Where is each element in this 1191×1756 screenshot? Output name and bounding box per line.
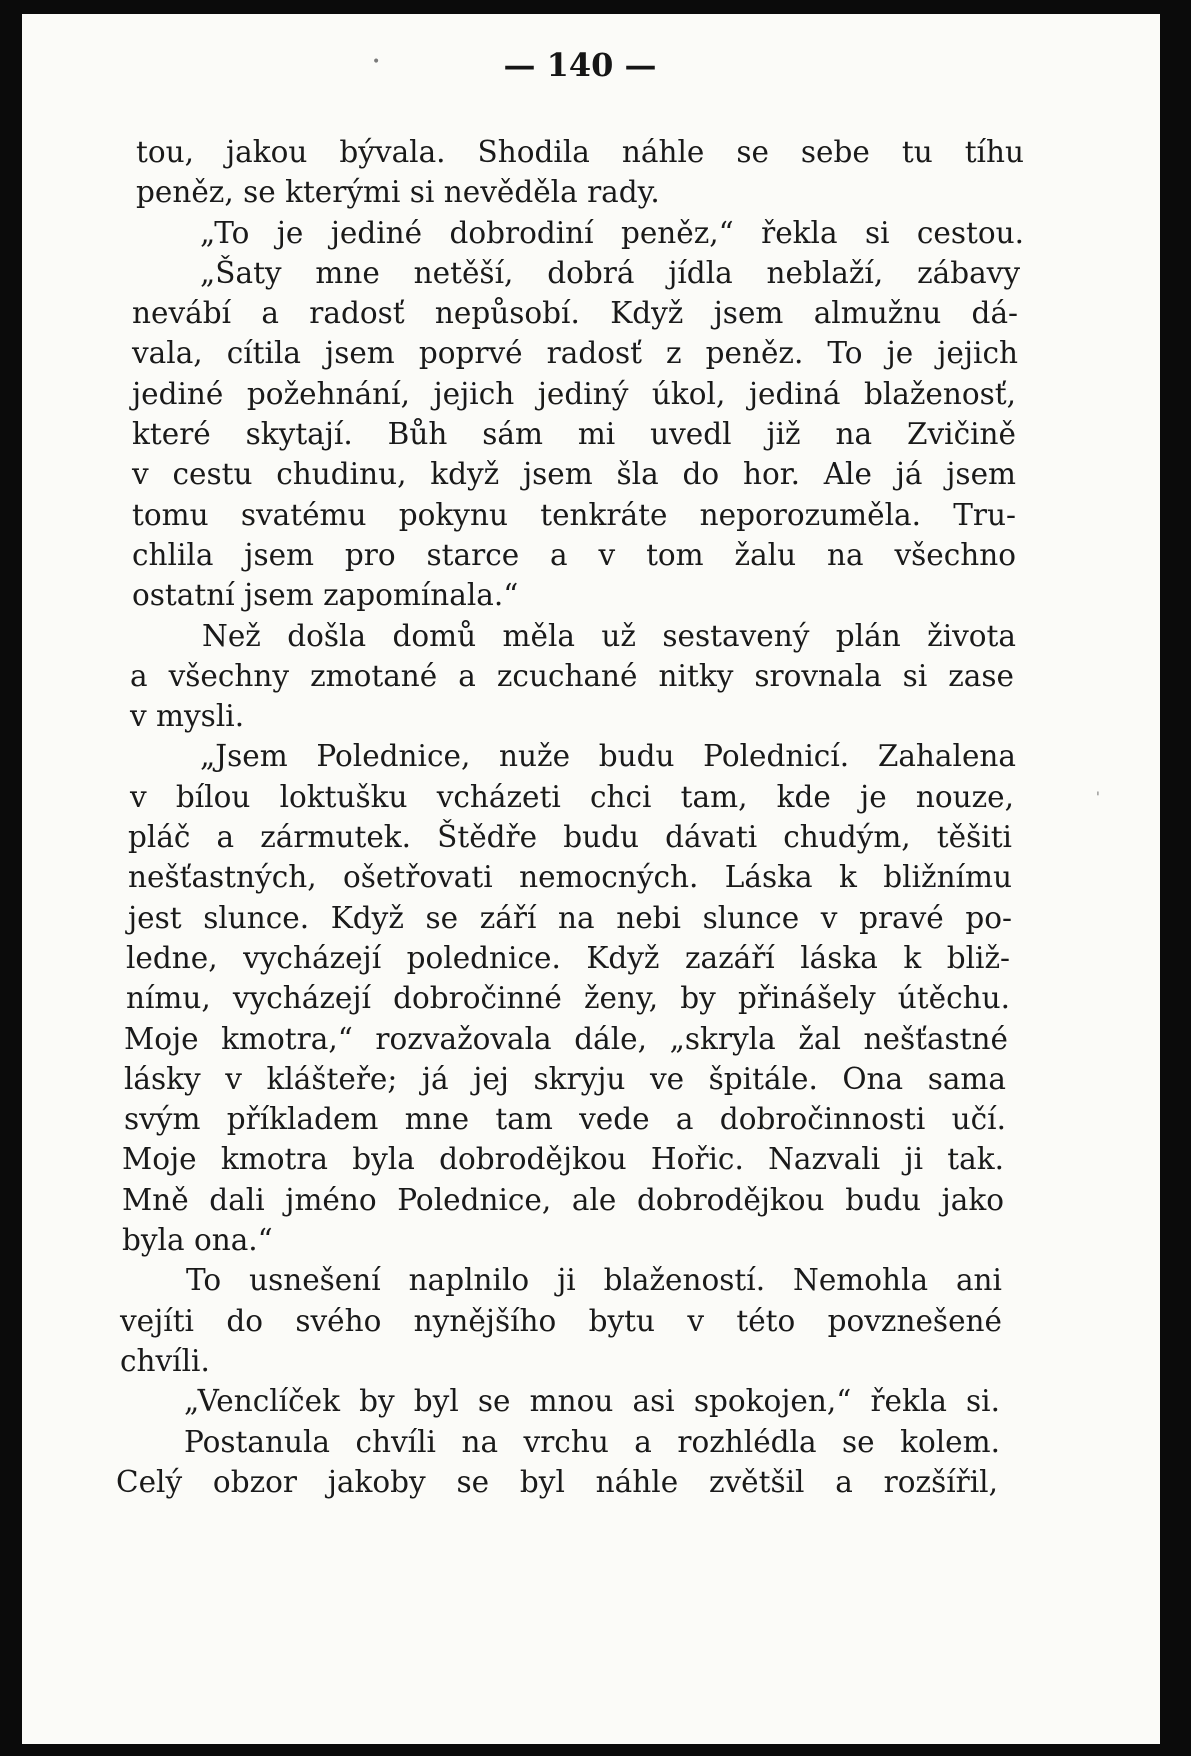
text-line: „Jsem Polednice, nuže budu Polednicí. Zahalena bbox=[200, 739, 1016, 774]
text-line: To usnešení naplnilo ji blažeností. Nemohla ani bbox=[186, 1263, 1002, 1298]
text-line: Moje kmotra byla dobrodějkou Hořic. Nazvali ji tak. bbox=[122, 1142, 1004, 1177]
text-line: v cestu chudinu, když jsem šla do hor. Ale já jsem bbox=[132, 457, 1016, 492]
text-line: svým příkladem mne tam vede a dobročinnosti učí. bbox=[124, 1102, 1006, 1137]
text-line: nešťastných, ošetřovati nemocných. Láska k bližnímu bbox=[128, 860, 1012, 895]
text-line: jest slunce. Když se září na nebi slunce v pravé po- bbox=[128, 900, 1012, 935]
text-line: ledne, vycházejí polednice. Když zazáří láska k bliž- bbox=[126, 940, 1010, 975]
text-line: tomu svatému pokynu tenkráte neporozuměla. Tru- bbox=[132, 497, 1016, 532]
text-line: vejíti do svého nynějšího bytu v této povznešené bbox=[120, 1303, 1002, 1338]
text-line: a všechny zmotané a zcuchané nitky srovnala si zase bbox=[130, 658, 1014, 693]
text-line: které skytají. Bůh sám mi uvedl již na Zvičině bbox=[132, 417, 1016, 452]
text-line: pláč a zármutek. Štědře budu dávati chudým, těšiti bbox=[128, 820, 1012, 855]
text-line: nevábí a radosť nepůsobí. Když jsem almužnu dá- bbox=[132, 296, 1018, 331]
text-line: ostatní jsem zapomínala.“ bbox=[132, 578, 519, 613]
text-line: chlila jsem pro starce a v tom žalu na všechno bbox=[132, 537, 1016, 572]
text-line: v mysli. bbox=[130, 699, 245, 734]
text-line: Mně dali jméno Polednice, ale dobrodějkou budu jako bbox=[122, 1182, 1004, 1217]
text-line: peněz, se kterými si nevěděla rady. bbox=[136, 175, 660, 210]
text-line: byla ona.“ bbox=[122, 1223, 273, 1258]
text-line: jediné požehnání, jejich jediný úkol, jediná blaženosť, bbox=[132, 376, 1016, 411]
text-line: Moje kmotra,“ rozvažovala dále, „skryla žal nešťastné bbox=[124, 1021, 1008, 1056]
text-line: tou, jakou bývala. Shodila náhle se sebe tu tíhu bbox=[136, 135, 1024, 169]
text-line: „To je jediné dobrodiní peněz,“ řekla si cestou. bbox=[200, 215, 1024, 250]
text-line: Postanula chvíli na vrchu a rozhlédla se kolem. bbox=[184, 1424, 1000, 1459]
body-text bbox=[116, 132, 1030, 1502]
text-line: „Venclíček by byl se mnou asi spokojen,“ řekla si. bbox=[184, 1384, 1000, 1419]
text-line: v bílou loktušku vcházeti chci tam, kde je nouze, bbox=[130, 779, 1014, 814]
text-line: Celý obzor jakoby se byl náhle zvětšil a rozšířil, bbox=[116, 1464, 998, 1499]
text-line: chvíli. bbox=[120, 1343, 210, 1378]
ink-speck: • bbox=[372, 54, 381, 70]
text-line: vala, cítila jsem poprvé radosť z peněz. To je jejich bbox=[132, 336, 1018, 371]
text-line: Než došla domů měla už sestavený plán života bbox=[202, 618, 1016, 653]
ink-speck: ' bbox=[1096, 790, 1100, 806]
text-line: lásky v klášteře; já jej skryju ve špitále. Ona sama bbox=[124, 1061, 1006, 1096]
text-line: „Šaty mne netěší, dobrá jídla neblaží, zábavy bbox=[200, 255, 1020, 290]
page-number: — 140 — bbox=[503, 46, 657, 84]
text-line: nímu, vycházejí dobročinné ženy, by přinášely útěchu. bbox=[126, 981, 1010, 1016]
